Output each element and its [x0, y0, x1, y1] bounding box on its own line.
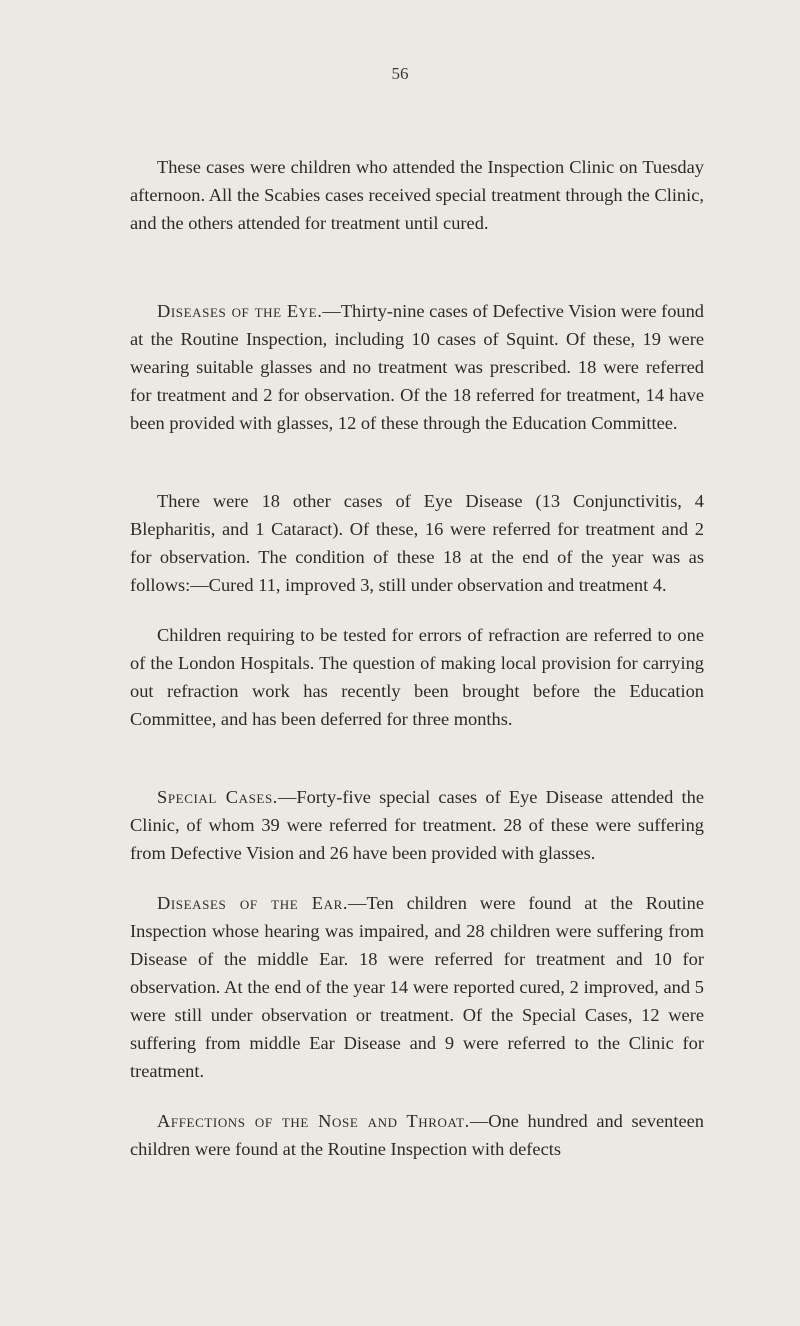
- paragraph-heading: Diseases of the Eye.: [157, 301, 323, 321]
- paragraph-nose-and-throat: [130, 1107, 704, 1163]
- paragraph-text: There were 18 other cases of Eye Disease (13 Conjunctivitis, 4 Blepharitis, and 1 Cataract). Of these, 16 were referred for treatment and 2 for observation. The condition of these 18 at the end of the year was as follows:—Cured 11, improved 3, still under observation and treatment 4.: [130, 491, 704, 595]
- paragraph-text: —Ten children were found at the Routine Inspection whose hearing was impaired, and 28 children were suffering from Disease of the middle Ear. 18 were referred for treatment and 10 for observation. At the end of the year 14 were reported cured, 2 improved, and 5 were still under observation or treatment. Of the Special Cases, 12 were suffering from middle Ear Disease and 9 were referred to the Clinic for treatment.: [130, 893, 704, 1081]
- paragraph-text: These cases were children who attended the Inspection Clinic on Tuesday afternoon. All the Scabies cases received special treatment through the Clinic, and the others attended for treatment until cured.: [130, 157, 704, 233]
- paragraph-heading: Affections of the Nose and Throat.: [157, 1111, 470, 1131]
- paragraph-scabies-treatment: [130, 153, 704, 237]
- paragraph-refraction: [130, 621, 704, 733]
- paragraph-text: —Thirty-nine cases of Defective Vision were found at the Routine Inspection, including 10 cases of Squint. Of these, 19 were wearing suitable glasses and no treatment was prescribed. 18 were referred for treatment and 2 for observation. Of the 18 referred for treatment, 14 have been provided with glasses, 12 of these through the Education Committee.: [130, 301, 704, 433]
- paragraph-special-cases: [130, 783, 704, 867]
- page-number: 56: [391, 64, 409, 83]
- paragraph-heading: Special Cases.: [157, 787, 278, 807]
- paragraph-other-eye-disease: [130, 487, 704, 599]
- paragraph-text: —One hundred and seventeen children were found at the Routine Inspection with defects: [130, 1111, 704, 1159]
- paragraph-heading: Diseases of the Ear.: [157, 893, 349, 913]
- paragraph-diseases-of-the-ear: [130, 889, 704, 1085]
- paragraph-text: —Forty-five special cases of Eye Disease attended the Clinic, of whom 39 were referred for treatment. 28 of these were suffering from Defective Vision and 26 have been provided with glasses.: [130, 787, 704, 863]
- paragraph-text: Children requiring to be tested for errors of refraction are referred to one of the London Hospitals. The question of making local provision for carrying out refraction work has recently been brought before the Education Committee, and has been deferred for three months.: [130, 625, 704, 729]
- paragraph-diseases-of-the-eye: [130, 297, 704, 437]
